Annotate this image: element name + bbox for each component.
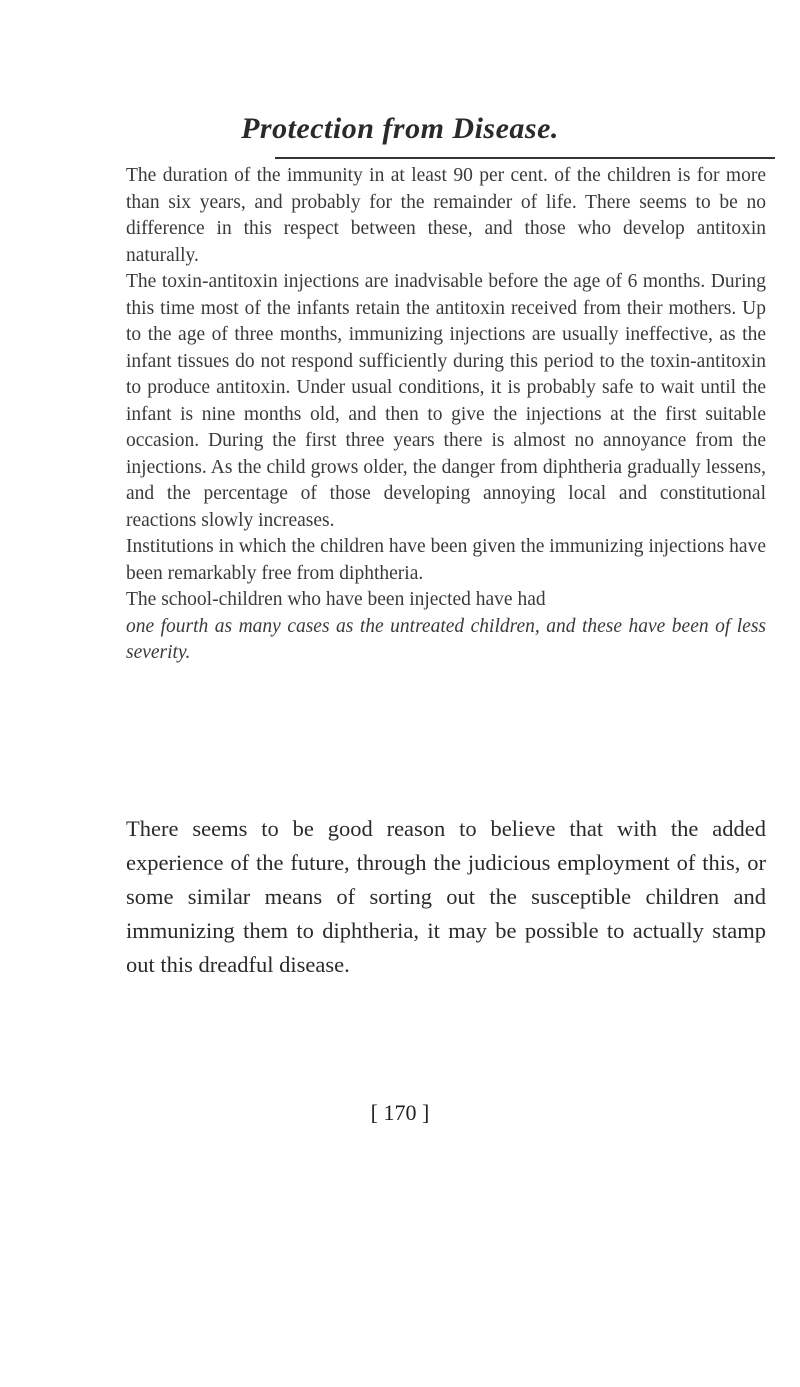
body-text (126, 163, 766, 667)
page-number: [ 170 ] (370, 1100, 430, 1125)
page-title: Protection from Disease. (241, 112, 559, 145)
paragraph-school-children: The school-children who have been injected have had (126, 589, 546, 610)
closing-paragraph: There seems to be good reason to believe that with the added experience of the future, through the judicious employment of this, or some similar means of sorting out the susceptible children and immunizing them to diphtheria, it may be possible to actually stamp out this dreadful disease. (126, 816, 766, 977)
paragraph-injection-age: The toxin-antitoxin injections are inadvisable before the age of 6 months. During this time most of the infants retain the antitoxin received from their mothers. Up to the age of three months, immunizing injections are usually ineffective, as the infant tissues do not respond sufficiently during this period to the toxin-antitoxin to produce antitoxin. Under usual conditions, it is probably safe to wait until the infant is nine months old, and then to give the injections at the first suitable occasion. During the first three years there is almost no annoyance from the injections. As the child grows older, the danger from diphtheria gradually lessens, and the percentage of those developing annoying local and constitutional reactions slowly increases. (126, 271, 766, 531)
paragraph-school-children-italic: one fourth as many cases as the untreated children, and these have been of less severity. (126, 615, 766, 663)
paragraph-immunity-duration: The duration of the immunity in at least 90 per cent. of the children is for more than six years, and probably for the remainder of life. There seems to be no difference in this respect between these, and those who develop antitoxin naturally. (126, 165, 766, 266)
title-rule (275, 157, 775, 159)
paragraph-institutions: Institutions in which the children have been given the immunizing injections have been remarkably free from diphtheria. (126, 536, 766, 584)
